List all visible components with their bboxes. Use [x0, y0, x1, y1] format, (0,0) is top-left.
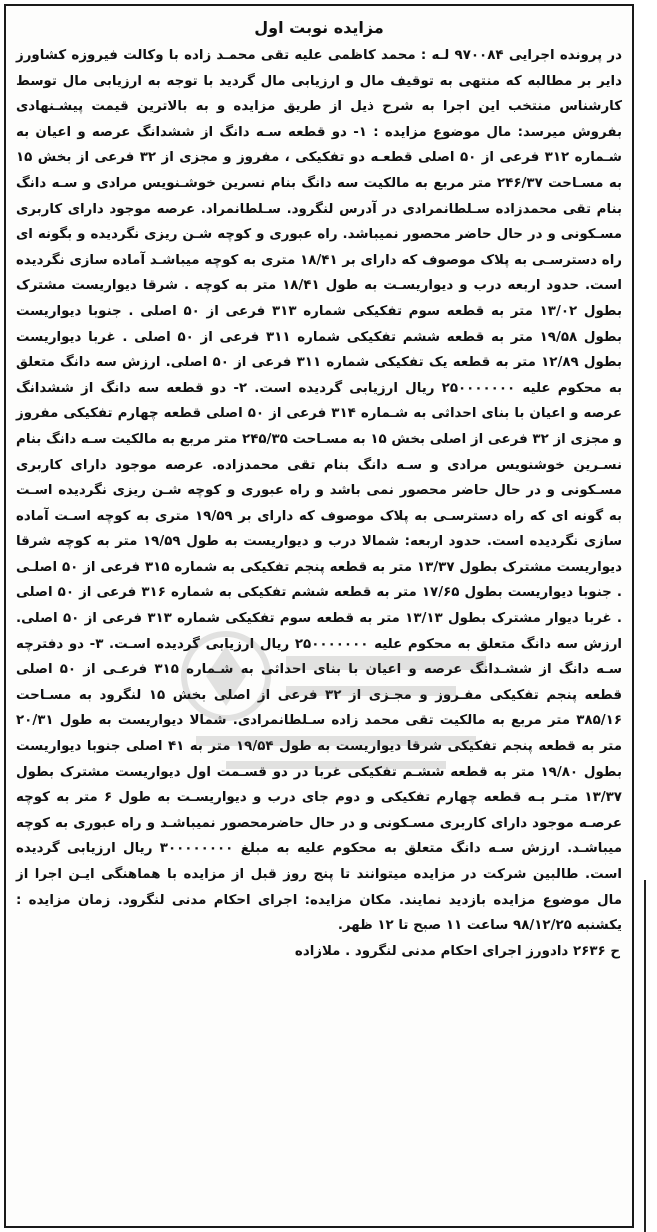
page-edge	[638, 0, 657, 1232]
notice-signature: ح ۲۶۳۶ دادورز اجرای احکام مدنی لنگرود . ملازاده	[294, 943, 620, 959]
notice-title: مزایده نوبت اول	[254, 18, 384, 37]
auction-notice	[4, 4, 634, 1228]
notice-body-text: در پرونده اجرایی ۹۷۰۰۸۴ لـه : محمد کاظمی علیه تقی محمـد زاده با وکالت فیروزه کشاورز دایر بر مطالبه که منتهی به توقیف مال و ارزیابی مال گردید با توجه به ارزیابی مال توسط کارشناس منتخب این اجرا به شرح ذیل از طریق مزایده و به بالاترین قیمت پیشـنهادی بفروش میرسد: مال موضوع مزایده : ۱- دو قطعه سـه دانگ از ششدانگ عرصه و اعیان به شـماره ۳۱۲ فرعی از ۵۰ اصلی قطعـه دو تفکیکی ، مفروز و مجزی از ۳۲ فرعی از بخش ۱۵ به مسـاحت ۲۴۶/۳۷ متر مربع به مالکیت سه دانگ بنام نسرین خوشـنویس مرادی و سـه دانگ بنام تقی محمدزاده سـلطانمرادی در آدرس لنگرود. سـلطانمراد. عرصه موجود دارای کاربری مسـکونی و در حال حاضر محصور نمیباشد. راه عبوری و کوچه شـن ریزی نگردیده و بگونه ای راه دسترسـی به پلاک موصوف که دارای بر ۱۸/۴۱ متری به کوچه میباشـد آماده سازی نگردیده است. حدود اربعه درب و دیواریسـت به طول ۱۸/۴۱ متر به کوچه . شرقا دیواریست مشترک بطول ۱۳/۰۲ متر به قطعه سوم تفکیکی شماره ۳۱۳ فرعی از ۵۰ اصلی . جنوبا دیواریست بطول ۱۹/۵۸ متر به قطعه ششم تفکیکی شماره ۳۱۱ فرعی از ۵۰ اصلی . غربا دیواریست بطول ۱۲/۸۹ متر به قطعه یک تفکیکی شماره ۳۱۱ فرعی از ۵۰ اصلی. ارزش سه دانگ متعلق به محکوم علیه ۲۵۰۰۰۰۰۰۰ ریال ارزیابی گردیده است. ۲- دو قطعه سه دانگ از ششدانگ عرصه و اعیان با بنای احداثی به شـماره ۳۱۴ فرعی از ۵۰ اصلی قطعه چهارم تفکیکی مفروز و مجزی از ۳۲ فرعی از اصلی بخش ۱۵ به مسـاحت ۲۴۵/۳۵ متر مربع به مالکیت سـه دانگ بنام نسـرین خوشنویس مرادی و سـه دانگ بنام تقی محمدزاده. عرصه موجود دارای کاربری مسـکونی و در حال حاضر محصور نمی باشد و راه عبوری و کوچه شـن ریزی نگردیده اسـت به گونه ای که راه دسترسـی به پلاک موصوف که دارای بر ۱۹/۵۹ متری به کوچه اسـت آماده سازی نگردیده است. حدود اربعه: شمالا درب و دیواریست به طول ۱۹/۵۹ متر به کوچه شرقا دیواریست مشترک بطول ۱۳/۳۷ متر به قطعه پنجم تفکیکی به شماره ۳۱۵ فرعی از ۵۰ اصلـی . جنوبا دیواریست بطول ۱۷/۶۵ متر به قطعه ششم تفکیکی به شماره ۳۱۶ فرعی از ۵۰ اصلی . غربا دیوار مشترک بطول ۱۳/۱۳ متر به قطعه سوم تفکیکی شماره ۳۱۳ فرعی از ۵۰ اصلی. ارزش سه دانگ متعلق به محکوم علیه ۲۵۰۰۰۰۰۰۰ ریال ارزیابی گردیده اسـت. ۳- دو دفترچه سـه دانگ از ششـدانگ عرصه و اعیان با بنای احداثی به شـماره ۳۱۵ فرعـی از ۵۰ اصلی قطعه پنجم تفکیکی مفـروز و مجـزی از ۳۲ فرعی از اصلی بخش ۱۵ لنگرود به مسـاحت ۳۸۵/۱۶ متر مربع به مالکیت تقی محمد زاده سـلطانمرادی. شمالا دیواریست به طول ۲۰/۳۱ متر به قطعه پنجم تفکیکی شرقا دیواریست به طول ۱۹/۵۴ متر به ۴۱ اصلی جنوبا دیواریست بطول ۱۹/۸۰ متر به قطعه ششـم تفکیکی غربا در دو قسـمت اول دیواریست مشترک بطول ۱۳/۳۷ متـر بـه قطعه چهارم تفکیکی و دوم جای درب و دیواریسـت به طول ۶ متر به کوچه عرصـه موجود دارای کاربری مسـکونی و در حال حاضرمحصور نمیباشـد و راه عبوری به کوچه میباشـد. ارزش سـه دانگ متعلق به محکوم علیه به مبلغ ۳۰۰۰۰۰۰۰۰ ریال ارزیابی گردیده است. طالبین شرکت در مزایده میتوانند تا پنج روز قبل از مزایده با هماهنگی ایـن اجرا از مال موضوع مزایده بازدید نمایند. مکان مزایده: اجرای احکام مدنی لنگرود. زمان مزایده : یکشنبه ۹۸/۱۲/۲۵ ساعت ۱۱ صبح تا ۱۲ ظهر.	[16, 48, 623, 934]
adjacent-column-rule	[644, 880, 646, 1232]
notice-body	[6, 43, 632, 939]
